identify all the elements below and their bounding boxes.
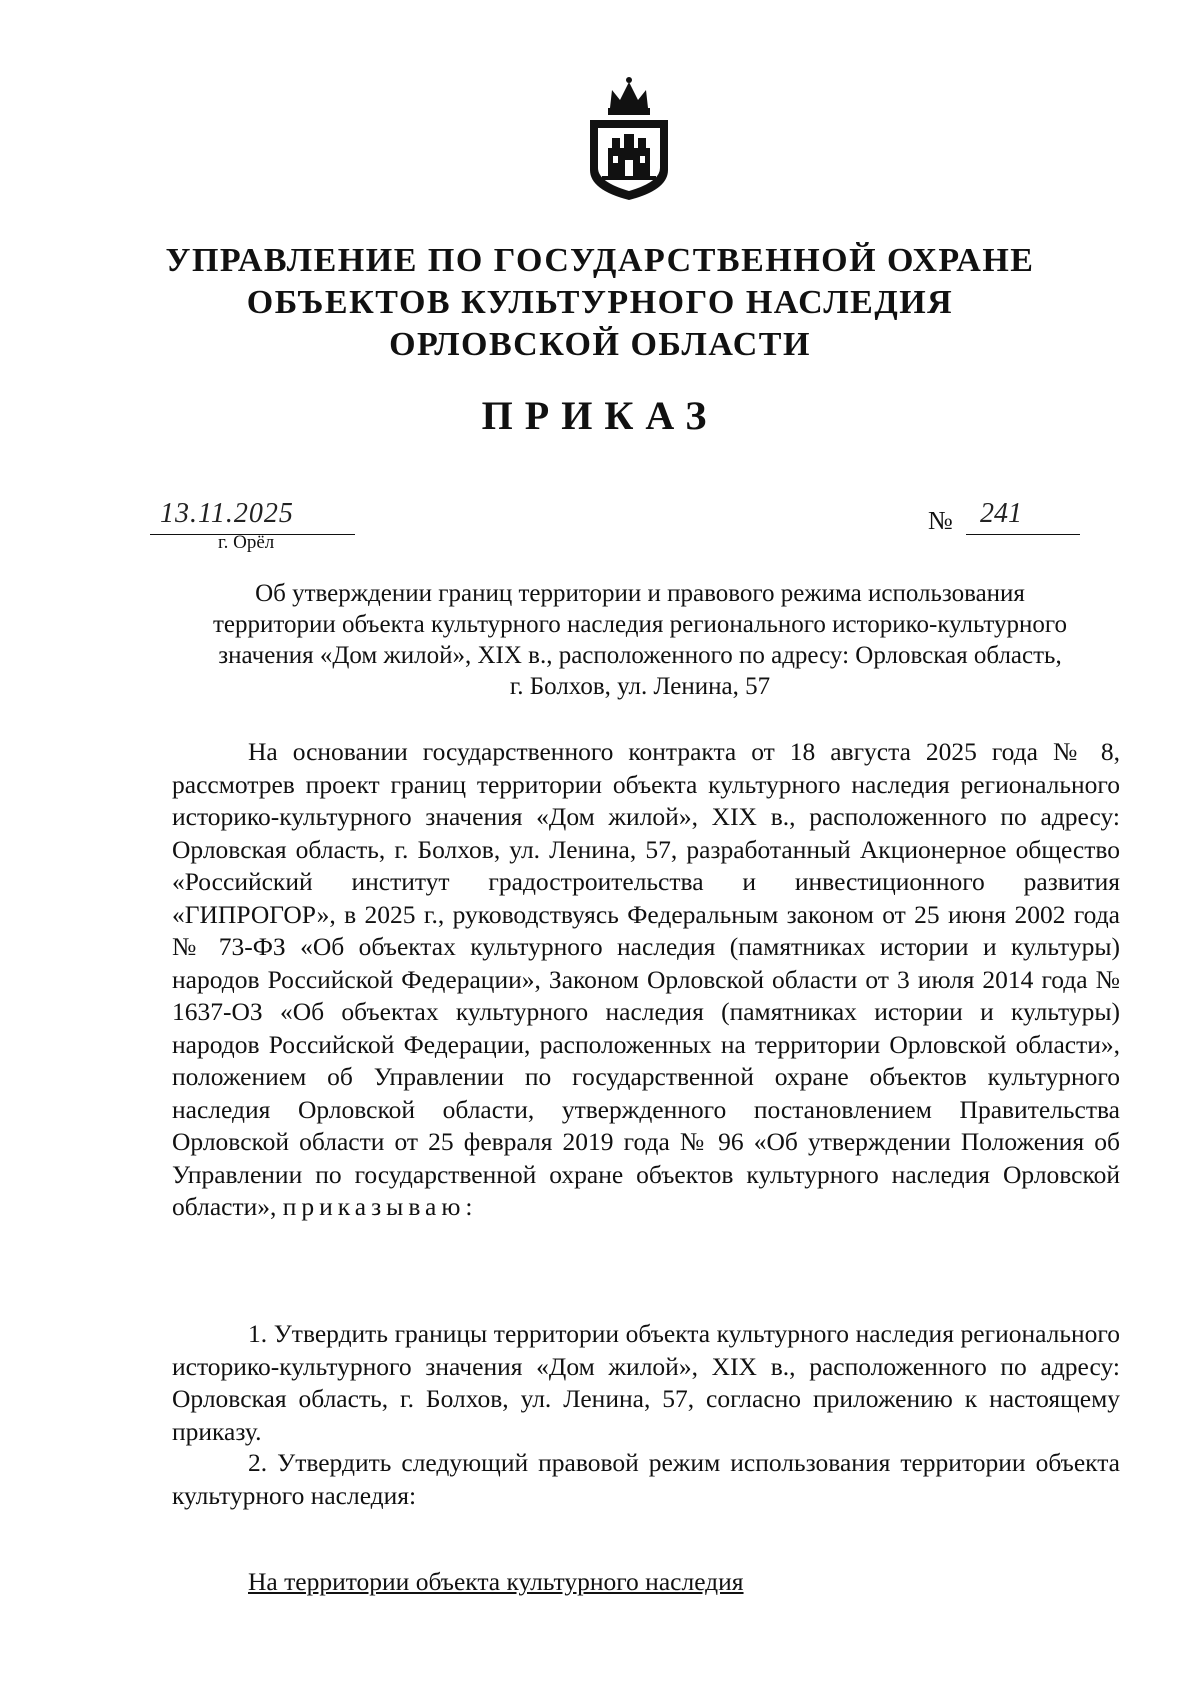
item-1-paragraph [172, 1318, 1120, 1448]
city-label: г. Орёл [218, 532, 275, 553]
subject-line-3: значения «Дом жилой», XIX в., расположенного по адресу: Орловская область, [218, 642, 1062, 669]
agency-name-line-1: УПРАВЛЕНИЕ ПО ГОСУДАРСТВЕННОЙ ОХРАНЕ [165, 242, 1035, 279]
preamble-paragraph [172, 736, 1120, 1224]
number-underline [966, 498, 1080, 535]
date-handwritten: 13.11.2025 [160, 498, 294, 529]
document-type-title: ПРИКАЗ [481, 393, 719, 438]
item-2-paragraph [172, 1447, 1120, 1512]
section-heading: На территории объекта культурного наследия [248, 1567, 744, 1596]
item-2-text: 2. Утвердить следующий правовой режим использования территории объекта культурного наследия: [172, 1448, 1120, 1510]
subject-line-4: г. Болхов, ул. Ленина, 57 [509, 673, 771, 700]
agency-name [0, 240, 1200, 366]
order-word: приказываю: [282, 1192, 478, 1221]
preamble-text: На основании государственного контракта от 18 августа 2025 года № 8, рассмотрев проект границ территории объекта культурного наследия регионального историко-культурного значения «Дом жилой», XIX в., расположенного по адресу: Орловская область, г. Болхов, ул. Ленина, 57, разработанный Акционерное общество «Российский институт градостроительства и инвестиционного развития «ГИПРОГОР», в 2025 г., руководствуясь Федеральным законом от 25 июня 2002 года № 73-ФЗ «Об объектах культурного наследия (памятниках истории и культуры) народов Российской Федерации», Законом Орловской области от 3 июля 2014 года № 1637-ОЗ «Об объектах культурного наследия (памятниках истории и культуры) народов Российской Федерации, расположенных на территории Орловской области», положением об Управлении по государственной охране объектов культурного наследия Орловской области, утвержденного постановлением Правительства Орловской области от 25 февраля 2019 года № 96 «Об утверждении Положения об Управлении по государственной охране объектов культурного наследия Орловской области», [172, 737, 1120, 1221]
document-subject [150, 578, 1130, 702]
number-sign: № [928, 506, 953, 535]
number-handwritten: 241 [980, 498, 1022, 529]
item-1-text: 1. Утвердить границы территории объекта культурного наследия регионального историко-культурного значения «Дом жилой», XIX в., расположенного по адресу: Орловская область, г. Болхов, ул. Ленина, 57, согласно приложению к настоящему приказу. [172, 1319, 1120, 1446]
subject-line-2: территории объекта культурного наследия регионального историко-культурного [212, 611, 1068, 638]
date-field [150, 498, 355, 535]
coat-of-arms-emblem [582, 74, 676, 202]
agency-name-line-3: ОРЛОВСКОЙ ОБЛАСТИ [389, 326, 811, 363]
agency-name-line-2: ОБЪЕКТОВ КУЛЬТУРНОГО НАСЛЕДИЯ [246, 284, 954, 321]
subject-line-1: Об утверждении границ территории и правового режима использования [255, 580, 1025, 607]
